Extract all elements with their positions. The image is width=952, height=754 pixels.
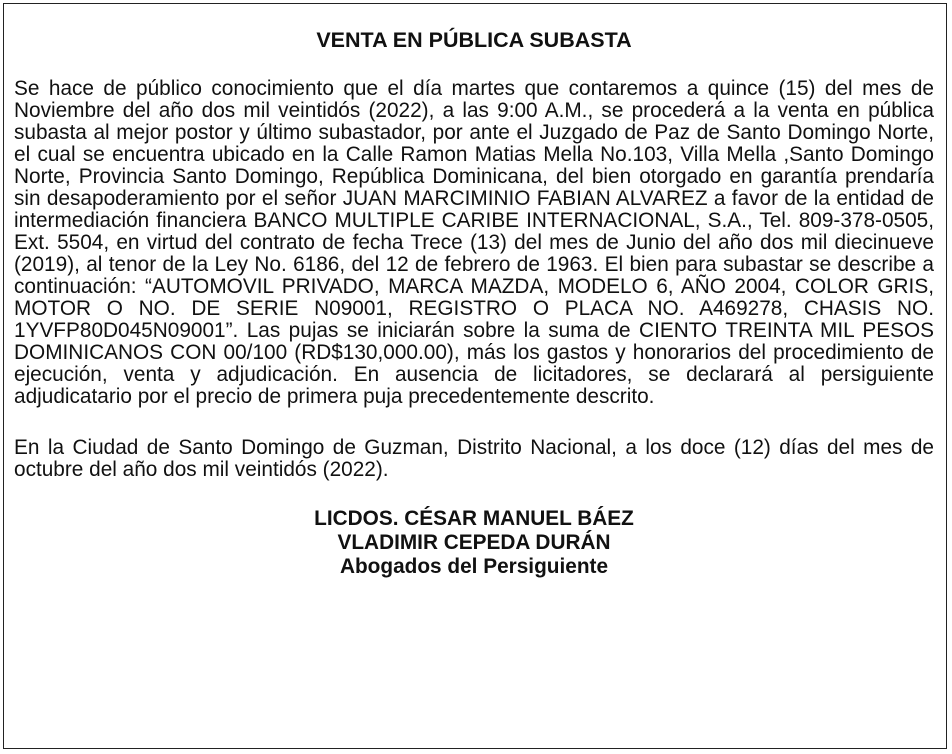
signature-line-1: LICDOS. CÉSAR MANUEL BÁEZ (314, 507, 634, 530)
notice-body-paragraph: Se hace de público conocimiento que el día martes que contaremos a quince (15) del mes de Noviembre del año dos mil veintidós (2022), a las 9:00 A.M., se procederá a la venta en pública subasta al mejor postor y último subastador, por ante el Juzgado de Paz de Santo Domingo Norte, el cual se encuentra ubicado en la Calle Ramon Matias Mella No.103, Villa Mella ,Santo Domingo Norte, Provincia Santo Domingo, República Dominicana, del bien otorgado en garantía prendaría sin desapoderamiento por el señor JUAN MARCIMINIO FABIAN ALVAREZ a favor de la entidad de intermediación financiera BANCO MULTIPLE CARIBE INTERNACIONAL, S.A., Tel. 809-378-0505, Ext. 5504, en virtud del contrato de fecha Trece (13) del mes de Junio del año dos mil diecinueve (2019), al tenor de la Ley No. 6186, del 12 de febrero de 1963. El bien para subastar se describe a continuación: “AUTOMOVIL PRIVADO, MARCA MAZDA, MODELO 6, AÑO 2004, COLOR GRIS, MOTOR O NO. DE SERIE N09001, REGISTRO O PLACA NO. A469278, CHASIS NO. 1YVFP80D045N09001”. Las pujas se iniciarán sobre la suma de CIENTO TREINTA MIL PESOS DOMINICANOS CON 00/100 (RD$130,000.00), más los gastos y honorarios del procedimiento de ejecución, venta y adjudicación. En ausencia de licitadores, se declarará al persiguiente adjudicatario por el precio de primera puja precedentemente descrito. (14, 77, 934, 408)
signature-block (14, 507, 934, 579)
notice-content (14, 26, 934, 579)
signature-line-3: Abogados del Persiguiente (339, 555, 609, 578)
notice-closing-paragraph: En la Ciudad de Santo Domingo de Guzman, Distrito Nacional, a los doce (12) días del mes de octubre del año dos mil veintidós (2022). (14, 436, 934, 481)
signature-line-2: VLADIMIR CEPEDA DURÁN (337, 531, 611, 554)
notice-title: VENTA EN PÚBLICA SUBASTA (316, 28, 632, 52)
